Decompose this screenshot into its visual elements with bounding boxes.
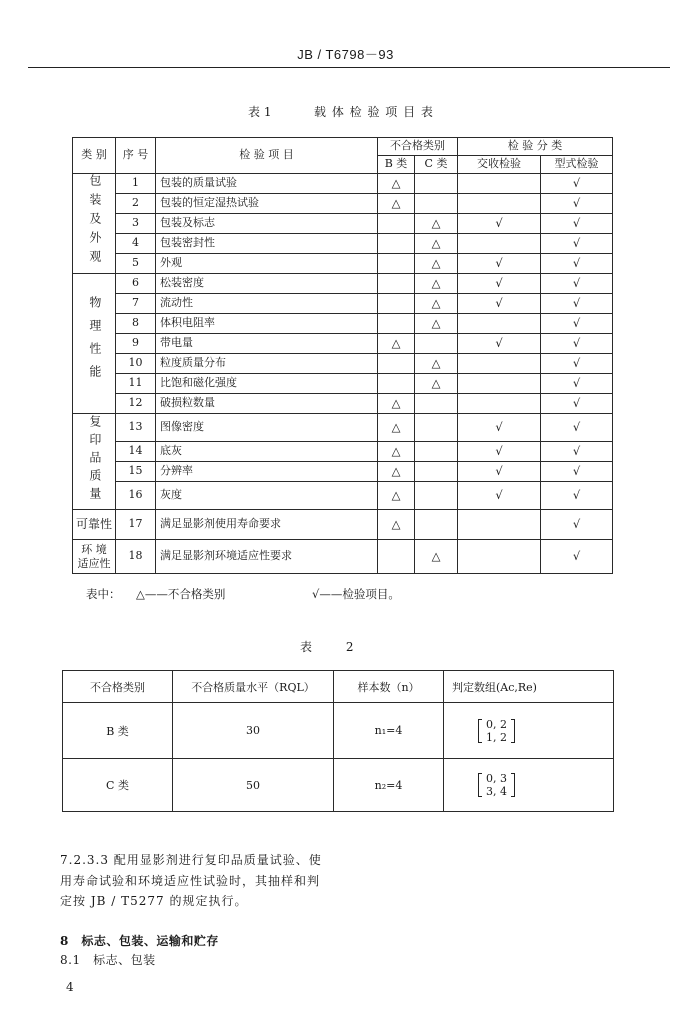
category-label-line: 环 境 [81, 542, 107, 556]
page-number: 4 [66, 980, 74, 994]
section-8-heading: 8 标志、包装、运输和贮存 [60, 934, 219, 948]
c-class-mark: △ [415, 294, 458, 314]
c-class-mark [415, 510, 458, 540]
type-test-check: √ [541, 354, 613, 374]
table-row [73, 214, 613, 234]
type-test-check: √ [541, 334, 613, 354]
item-cell: 底灰 [156, 442, 378, 462]
class-cell: B 类 [63, 703, 173, 759]
b-class-mark [378, 234, 415, 254]
header-b-class: B 类 [378, 156, 415, 174]
header-inspection-type: 检 验 分 类 [458, 138, 613, 156]
seq-cell: 18 [116, 540, 156, 574]
table-row [73, 274, 613, 294]
c-class-mark [415, 414, 458, 442]
b-class-mark [378, 314, 415, 334]
header-rule [28, 67, 670, 68]
c-class-mark [415, 442, 458, 462]
type-test-check: √ [541, 274, 613, 294]
type-test-check: √ [541, 394, 613, 414]
section-8-1-heading: 8.1 标志、包装 [60, 953, 156, 967]
acceptance-check [458, 194, 541, 214]
decision-matrix [478, 772, 515, 798]
b-class-mark [378, 214, 415, 234]
acceptance-check [458, 510, 541, 540]
seq-cell: 14 [116, 442, 156, 462]
inspection-items-table [72, 137, 613, 574]
acceptance-check [458, 174, 541, 194]
c-class-mark [415, 462, 458, 482]
paragraph-line: 用寿命试验和环境适应性试验时，其抽样和判 [60, 874, 321, 888]
b-class-mark [378, 354, 415, 374]
acceptance-check [458, 394, 541, 414]
table-row [73, 394, 613, 414]
paragraph-line: 7.2.3.3 配用显影剂进行复印品质量试验、使 [60, 853, 322, 867]
item-cell: 带电量 [156, 334, 378, 354]
type-test-check: √ [541, 254, 613, 274]
b-class-mark: △ [378, 510, 415, 540]
acceptance-check: √ [458, 214, 541, 234]
type-test-check: √ [541, 174, 613, 194]
table-header-row [63, 671, 614, 703]
b-class-mark: △ [378, 174, 415, 194]
c-class-mark [415, 482, 458, 510]
b-class-mark [378, 254, 415, 274]
type-test-check: √ [541, 442, 613, 462]
item-cell: 包装密封性 [156, 234, 378, 254]
seq-cell: 10 [116, 354, 156, 374]
table-row [73, 254, 613, 274]
category-label: 可靠性 [75, 516, 112, 531]
c-class-mark: △ [415, 234, 458, 254]
category-cell [73, 174, 116, 274]
header-decision-array: 判定数组(Ac,Re) [444, 671, 614, 703]
b-class-mark [378, 540, 415, 574]
item-cell: 满足显影剂使用寿命要求 [156, 510, 378, 540]
note-check-legend: √——检验项目。 [312, 587, 400, 601]
category-label: 复印品质量 [87, 414, 102, 505]
table-row [73, 194, 613, 214]
table-header-row [73, 138, 613, 156]
decision-line: 1, 2 [486, 730, 507, 744]
c-class-mark: △ [415, 254, 458, 274]
rql-sampling-table [62, 670, 614, 812]
table1-label: 表 1 [248, 105, 272, 119]
note-triangle-legend: △——不合格类别 [136, 587, 226, 601]
c-class-mark: △ [415, 314, 458, 334]
c-class-mark: △ [415, 540, 458, 574]
table-row [73, 482, 613, 510]
b-class-mark: △ [378, 462, 415, 482]
seq-cell: 2 [116, 194, 156, 214]
table-row [73, 334, 613, 354]
b-class-mark [378, 274, 415, 294]
b-class-mark [378, 294, 415, 314]
acceptance-check: √ [458, 254, 541, 274]
seq-cell: 16 [116, 482, 156, 510]
item-cell: 粒度质量分布 [156, 354, 378, 374]
item-cell: 外观 [156, 254, 378, 274]
inspection-items-body [73, 174, 613, 574]
item-cell: 流动性 [156, 294, 378, 314]
table-row [73, 414, 613, 442]
seq-cell: 11 [116, 374, 156, 394]
b-class-mark: △ [378, 334, 415, 354]
type-test-check: √ [541, 374, 613, 394]
type-test-check: √ [541, 194, 613, 214]
acceptance-check: √ [458, 334, 541, 354]
seq-cell: 12 [116, 394, 156, 414]
item-cell: 分辨率 [156, 462, 378, 482]
header-seq: 序 号 [116, 138, 156, 174]
decision-array-cell [444, 759, 614, 812]
acceptance-check: √ [458, 274, 541, 294]
item-cell: 体积电阻率 [156, 314, 378, 334]
acceptance-check: √ [458, 442, 541, 462]
b-class-mark: △ [378, 194, 415, 214]
b-class-mark [378, 374, 415, 394]
header-type-test: 型式检验 [541, 156, 613, 174]
type-test-check: √ [541, 214, 613, 234]
seq-cell: 6 [116, 274, 156, 294]
type-test-check: √ [541, 482, 613, 510]
table-row [73, 174, 613, 194]
c-class-mark: △ [415, 214, 458, 234]
c-class-mark: △ [415, 274, 458, 294]
item-cell: 包装的质量试验 [156, 174, 378, 194]
acceptance-check [458, 540, 541, 574]
category-cell [73, 414, 116, 510]
rql-cell: 50 [173, 759, 334, 812]
paragraph-line: 定按 JB / T5277 的规定执行。 [60, 894, 248, 908]
table2-label: 表 2 [300, 640, 354, 654]
acceptance-check [458, 354, 541, 374]
seq-cell: 5 [116, 254, 156, 274]
acceptance-check: √ [458, 462, 541, 482]
c-class-mark: △ [415, 354, 458, 374]
type-test-check: √ [541, 414, 613, 442]
b-class-mark: △ [378, 482, 415, 510]
table-row [73, 294, 613, 314]
b-class-mark: △ [378, 394, 415, 414]
type-test-check: √ [541, 234, 613, 254]
table-row [63, 703, 614, 759]
table-row [73, 314, 613, 334]
item-cell: 图像密度 [156, 414, 378, 442]
sample-size-cell: n₁=4 [334, 703, 444, 759]
header-c-class: C 类 [415, 156, 458, 174]
header-rql: 不合格质量水平（RQL） [173, 671, 334, 703]
acceptance-check: √ [458, 294, 541, 314]
item-cell: 包装的恒定湿热试验 [156, 194, 378, 214]
seq-cell: 13 [116, 414, 156, 442]
type-test-check: √ [541, 314, 613, 334]
acceptance-check [458, 234, 541, 254]
type-test-check: √ [541, 540, 613, 574]
b-class-mark: △ [378, 414, 415, 442]
table-row [73, 354, 613, 374]
item-cell: 灰度 [156, 482, 378, 510]
c-class-mark [415, 194, 458, 214]
header-sample-size: 样本数（n） [334, 671, 444, 703]
class-cell: C 类 [63, 759, 173, 812]
acceptance-check [458, 374, 541, 394]
sample-size-cell: n₂=4 [334, 759, 444, 812]
decision-array-cell [444, 703, 614, 759]
decision-line: 0, 2 [486, 717, 507, 731]
seq-cell: 3 [116, 214, 156, 234]
table-row [73, 374, 613, 394]
c-class-mark: △ [415, 374, 458, 394]
seq-cell: 17 [116, 510, 156, 540]
item-cell: 破损粒数量 [156, 394, 378, 414]
item-cell: 包装及标志 [156, 214, 378, 234]
seq-cell: 8 [116, 314, 156, 334]
type-test-check: √ [541, 462, 613, 482]
category-label: 包装及外观 [87, 174, 102, 270]
table-row [73, 234, 613, 254]
standard-code-header: JB / T6798－93 [297, 47, 394, 62]
item-cell: 松装密度 [156, 274, 378, 294]
seq-cell: 15 [116, 462, 156, 482]
seq-cell: 4 [116, 234, 156, 254]
item-cell: 比饱和磁化强度 [156, 374, 378, 394]
table-row [73, 540, 613, 574]
category-cell [73, 274, 116, 414]
table-row [63, 759, 614, 812]
header-nonconformity-class: 不合格类别 [63, 671, 173, 703]
decision-line: 0, 3 [486, 772, 507, 785]
seq-cell: 1 [116, 174, 156, 194]
seq-cell: 9 [116, 334, 156, 354]
item-cell: 满足显影剂环境适应性要求 [156, 540, 378, 574]
rql-cell: 30 [173, 703, 334, 759]
header-acceptance: 交收检验 [458, 156, 541, 174]
category-cell [73, 510, 116, 540]
category-label: 物理性能 [87, 295, 102, 388]
c-class-mark [415, 334, 458, 354]
table-row [73, 510, 613, 540]
c-class-mark [415, 174, 458, 194]
decision-matrix [478, 718, 515, 744]
seq-cell: 7 [116, 294, 156, 314]
b-class-mark: △ [378, 442, 415, 462]
type-test-check: √ [541, 510, 613, 540]
decision-line: 3, 4 [486, 785, 507, 798]
category-label-line: 适应性 [77, 556, 111, 570]
header-category: 类 别 [73, 138, 116, 174]
category-cell [73, 540, 116, 574]
acceptance-check: √ [458, 482, 541, 510]
table-row [73, 462, 613, 482]
type-test-check: √ [541, 294, 613, 314]
acceptance-check [458, 314, 541, 334]
note-prefix: 表中： [86, 587, 121, 601]
header-nonconformity-class: 不合格类别 [378, 138, 458, 156]
acceptance-check: √ [458, 414, 541, 442]
header-item: 检 验 项 目 [156, 138, 378, 174]
c-class-mark [415, 394, 458, 414]
table-row [73, 442, 613, 462]
table1-title: 载 体 检 验 项 目 表 [314, 105, 434, 119]
